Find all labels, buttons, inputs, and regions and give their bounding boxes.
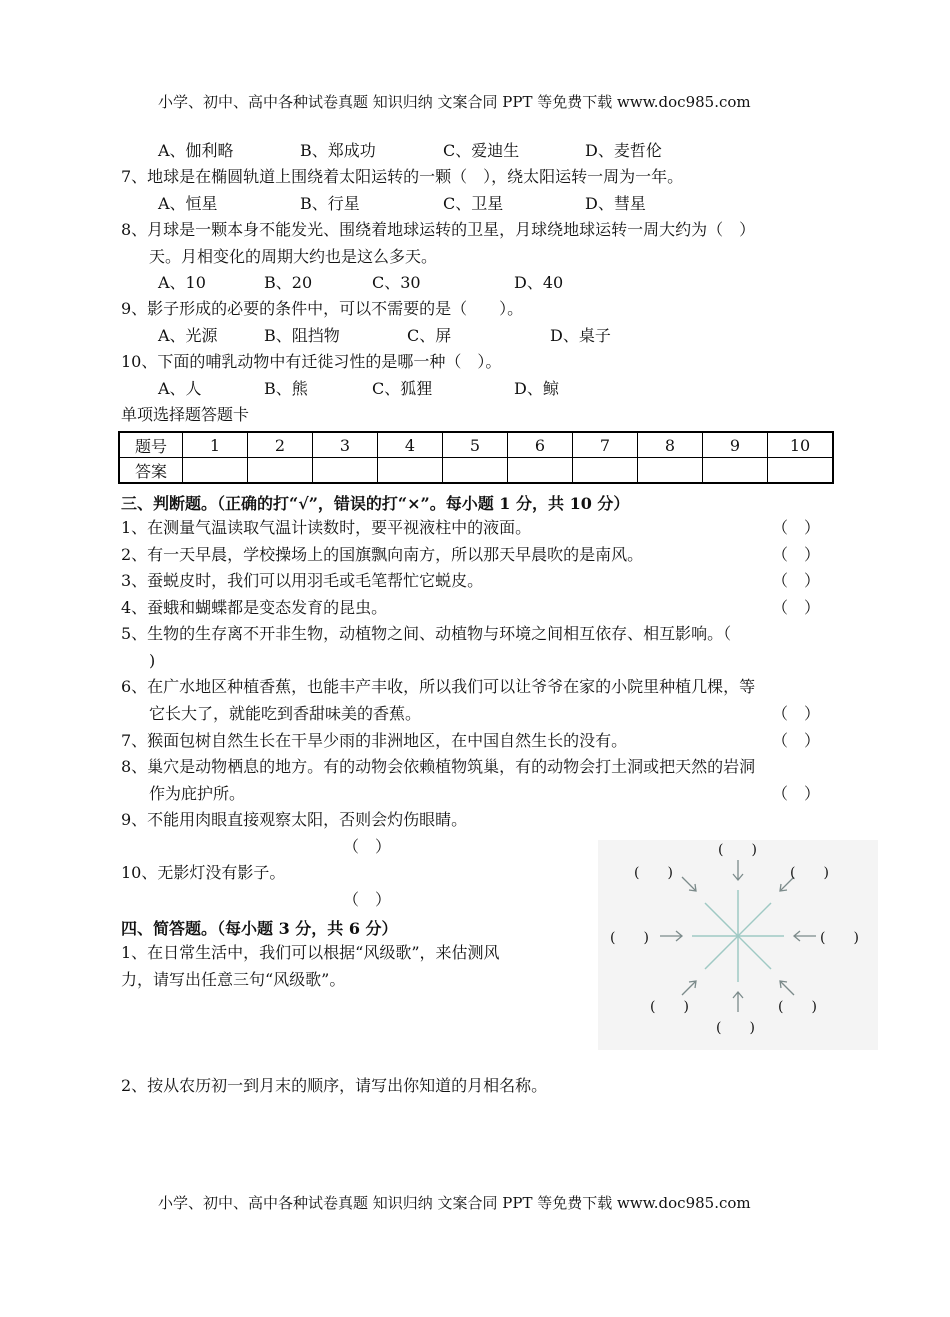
q9-stem: 9、影子形成的必要的条件中，可以不需要的是（ ）。 [121, 299, 524, 318]
q8-option-a: A、10 [158, 273, 206, 292]
answer-cell[interactable] [313, 458, 378, 484]
q9-option-c: C、屏 [407, 326, 452, 345]
compass-star [692, 890, 784, 982]
q8-stem-line1: 8、月球是一颗本身不能发光、围绕着地球运转的卫星，月球绕地球运转一周大约为（ ） [121, 220, 756, 239]
direction-blank[interactable]: ( ) [790, 865, 829, 881]
answer-cell[interactable] [508, 458, 573, 484]
answer-cell[interactable] [248, 458, 313, 484]
q7-option-b: B、行星 [300, 194, 360, 213]
page-header: 小学、初中、高中各种试卷真题 知识归纳 文案合同 PPT 等免费下载 www.doc985.com [158, 93, 751, 111]
judge-item-9: 9、不能用肉眼直接观察太阳，否则会灼伤眼睛。 [121, 810, 468, 829]
section3-title: 三、判断题。（正确的打“√”，错误的打“×”。每小题 1 分，共 10 分） [121, 494, 630, 513]
answer-cell[interactable] [443, 458, 508, 484]
number-cell: 10 [768, 432, 834, 458]
row-label-answer: 答案 [119, 458, 183, 484]
q8-stem-line2: 天。月相变化的周期大约也是这么多天。 [149, 247, 438, 266]
judge-paren-2[interactable]: （ ） [772, 545, 821, 564]
page-footer: 小学、初中、高中各种试卷真题 知识归纳 文案合同 PPT 等免费下载 www.doc985.com [158, 1194, 751, 1212]
judge-item-2: 2、有一天早晨，学校操场上的国旗飘向南方，所以那天早晨吹的是南风。 [121, 545, 644, 564]
judge-item-5: 5、生物的生存离不开非生物，动植物之间、动植物与环境之间相互依存、相互影响。（ [121, 624, 732, 643]
judge-item-7: 7、猴面包树自然生长在干旱少雨的非洲地区，在中国自然生长的没有。 [121, 731, 628, 750]
judge-paren-8[interactable]: （ ） [772, 784, 821, 803]
q9-option-d: D、桌子 [550, 326, 611, 345]
q10-option-b: B、熊 [264, 379, 308, 398]
judge-paren-3[interactable]: （ ） [772, 571, 821, 590]
q6-option-c: C、爱迪生 [443, 141, 520, 160]
direction-blank[interactable]: ( ) [634, 865, 673, 881]
q8-option-d: D、40 [514, 273, 564, 292]
judge-item-6-cont: 它长大了，就能吃到香甜味美的香蕉。 [149, 704, 422, 723]
q10-option-c: C、狐狸 [372, 379, 433, 398]
judge-paren-9[interactable]: （ ） [343, 837, 392, 856]
answer-card-title: 单项选择题答题卡 [121, 405, 250, 424]
section4-title: 四、简答题。（每小题 3 分，共 6 分） [121, 919, 398, 938]
direction-blank[interactable]: ( ) [718, 842, 757, 858]
short-q1-line2: 力，请写出任意三句“风级歌”。 [121, 970, 346, 989]
direction-blank[interactable]: ( ) [778, 999, 817, 1015]
number-cell: 8 [638, 432, 703, 458]
direction-blank[interactable]: ( ) [610, 930, 649, 946]
q10-stem: 10、下面的哺乳动物中有迁徙习性的是哪一种（ ）。 [121, 352, 502, 371]
answer-card-number-row [119, 432, 833, 458]
short-q2: 2、按从农历初一到月末的顺序，请写出你知道的月相名称。 [121, 1076, 548, 1095]
answer-cell[interactable] [183, 458, 248, 484]
q6-option-a: A、伽利略 [158, 141, 234, 160]
answer-cell[interactable] [703, 458, 768, 484]
q8-option-c: C、30 [372, 273, 421, 292]
q6-option-d: D、麦哲伦 [585, 141, 662, 160]
direction-blank[interactable]: ( ) [716, 1020, 755, 1036]
row-label-number: 题号 [119, 432, 183, 458]
number-cell: 1 [183, 432, 248, 458]
wind-direction-diagram [598, 822, 878, 1050]
q8-option-b: B、20 [264, 273, 313, 292]
short-q1-line1: 1、在日常生活中，我们可以根据“风级歌”，来估测风 [121, 943, 500, 962]
answer-cell[interactable] [378, 458, 443, 484]
judge-item-3: 3、蚕蜕皮时，我们可以用羽毛或毛笔帮忙它蜕皮。 [121, 571, 484, 590]
number-cell: 3 [313, 432, 378, 458]
number-cell: 2 [248, 432, 313, 458]
judge-paren-6[interactable]: （ ） [772, 704, 821, 723]
direction-blank[interactable]: ( ) [650, 999, 689, 1015]
q9-option-b: B、阻挡物 [264, 326, 340, 345]
q9-option-a: A、光源 [158, 326, 218, 345]
judge-item-1: 1、在测量气温读取气温计读数时，要平视液柱中的液面。 [121, 518, 532, 537]
number-cell: 7 [573, 432, 638, 458]
q10-option-d: D、鲸 [514, 379, 559, 398]
judge-item-4: 4、蚕蛾和蝴蝶都是变态发育的昆虫。 [121, 598, 388, 617]
number-cell: 6 [508, 432, 573, 458]
answer-cell[interactable] [768, 458, 834, 484]
judge-paren-1[interactable]: （ ） [772, 518, 821, 537]
judge-item-6: 6、在广水地区种植香蕉，也能丰产丰收，所以我们可以让爷爷在家的小院里种植几棵，等 [121, 677, 756, 696]
judge-paren-7[interactable]: （ ） [772, 731, 821, 750]
judge-paren-4[interactable]: （ ） [772, 598, 821, 617]
judge-item-8: 8、巢穴是动物栖息的地方。有的动物会依赖植物筑巢，有的动物会打土洞或把天然的岩洞 [121, 757, 756, 776]
number-cell: 9 [703, 432, 768, 458]
q7-option-a: A、恒星 [158, 194, 218, 213]
answer-card-answer-row [119, 458, 833, 484]
q7-stem: 7、地球是在椭圆轨道上围绕着太阳运转的一颗（ ），绕太阳运转一周为一年。 [121, 167, 684, 186]
judge-item-8-cont: 作为庇护所。 [149, 784, 246, 803]
answer-cell[interactable] [573, 458, 638, 484]
judge-paren-10[interactable]: （ ） [343, 890, 392, 909]
q7-option-c: C、卫星 [443, 194, 504, 213]
q10-option-a: A、人 [158, 379, 202, 398]
q6-option-b: B、郑成功 [300, 141, 376, 160]
direction-blank[interactable]: ( ) [820, 930, 859, 946]
judge-item-10: 10、无影灯没有影子。 [121, 863, 286, 882]
judge-item-5-close: ) [149, 651, 156, 670]
answer-card-table [118, 431, 834, 484]
answer-cell[interactable] [638, 458, 703, 484]
q7-option-d: D、彗星 [585, 194, 646, 213]
number-cell: 4 [378, 432, 443, 458]
number-cell: 5 [443, 432, 508, 458]
